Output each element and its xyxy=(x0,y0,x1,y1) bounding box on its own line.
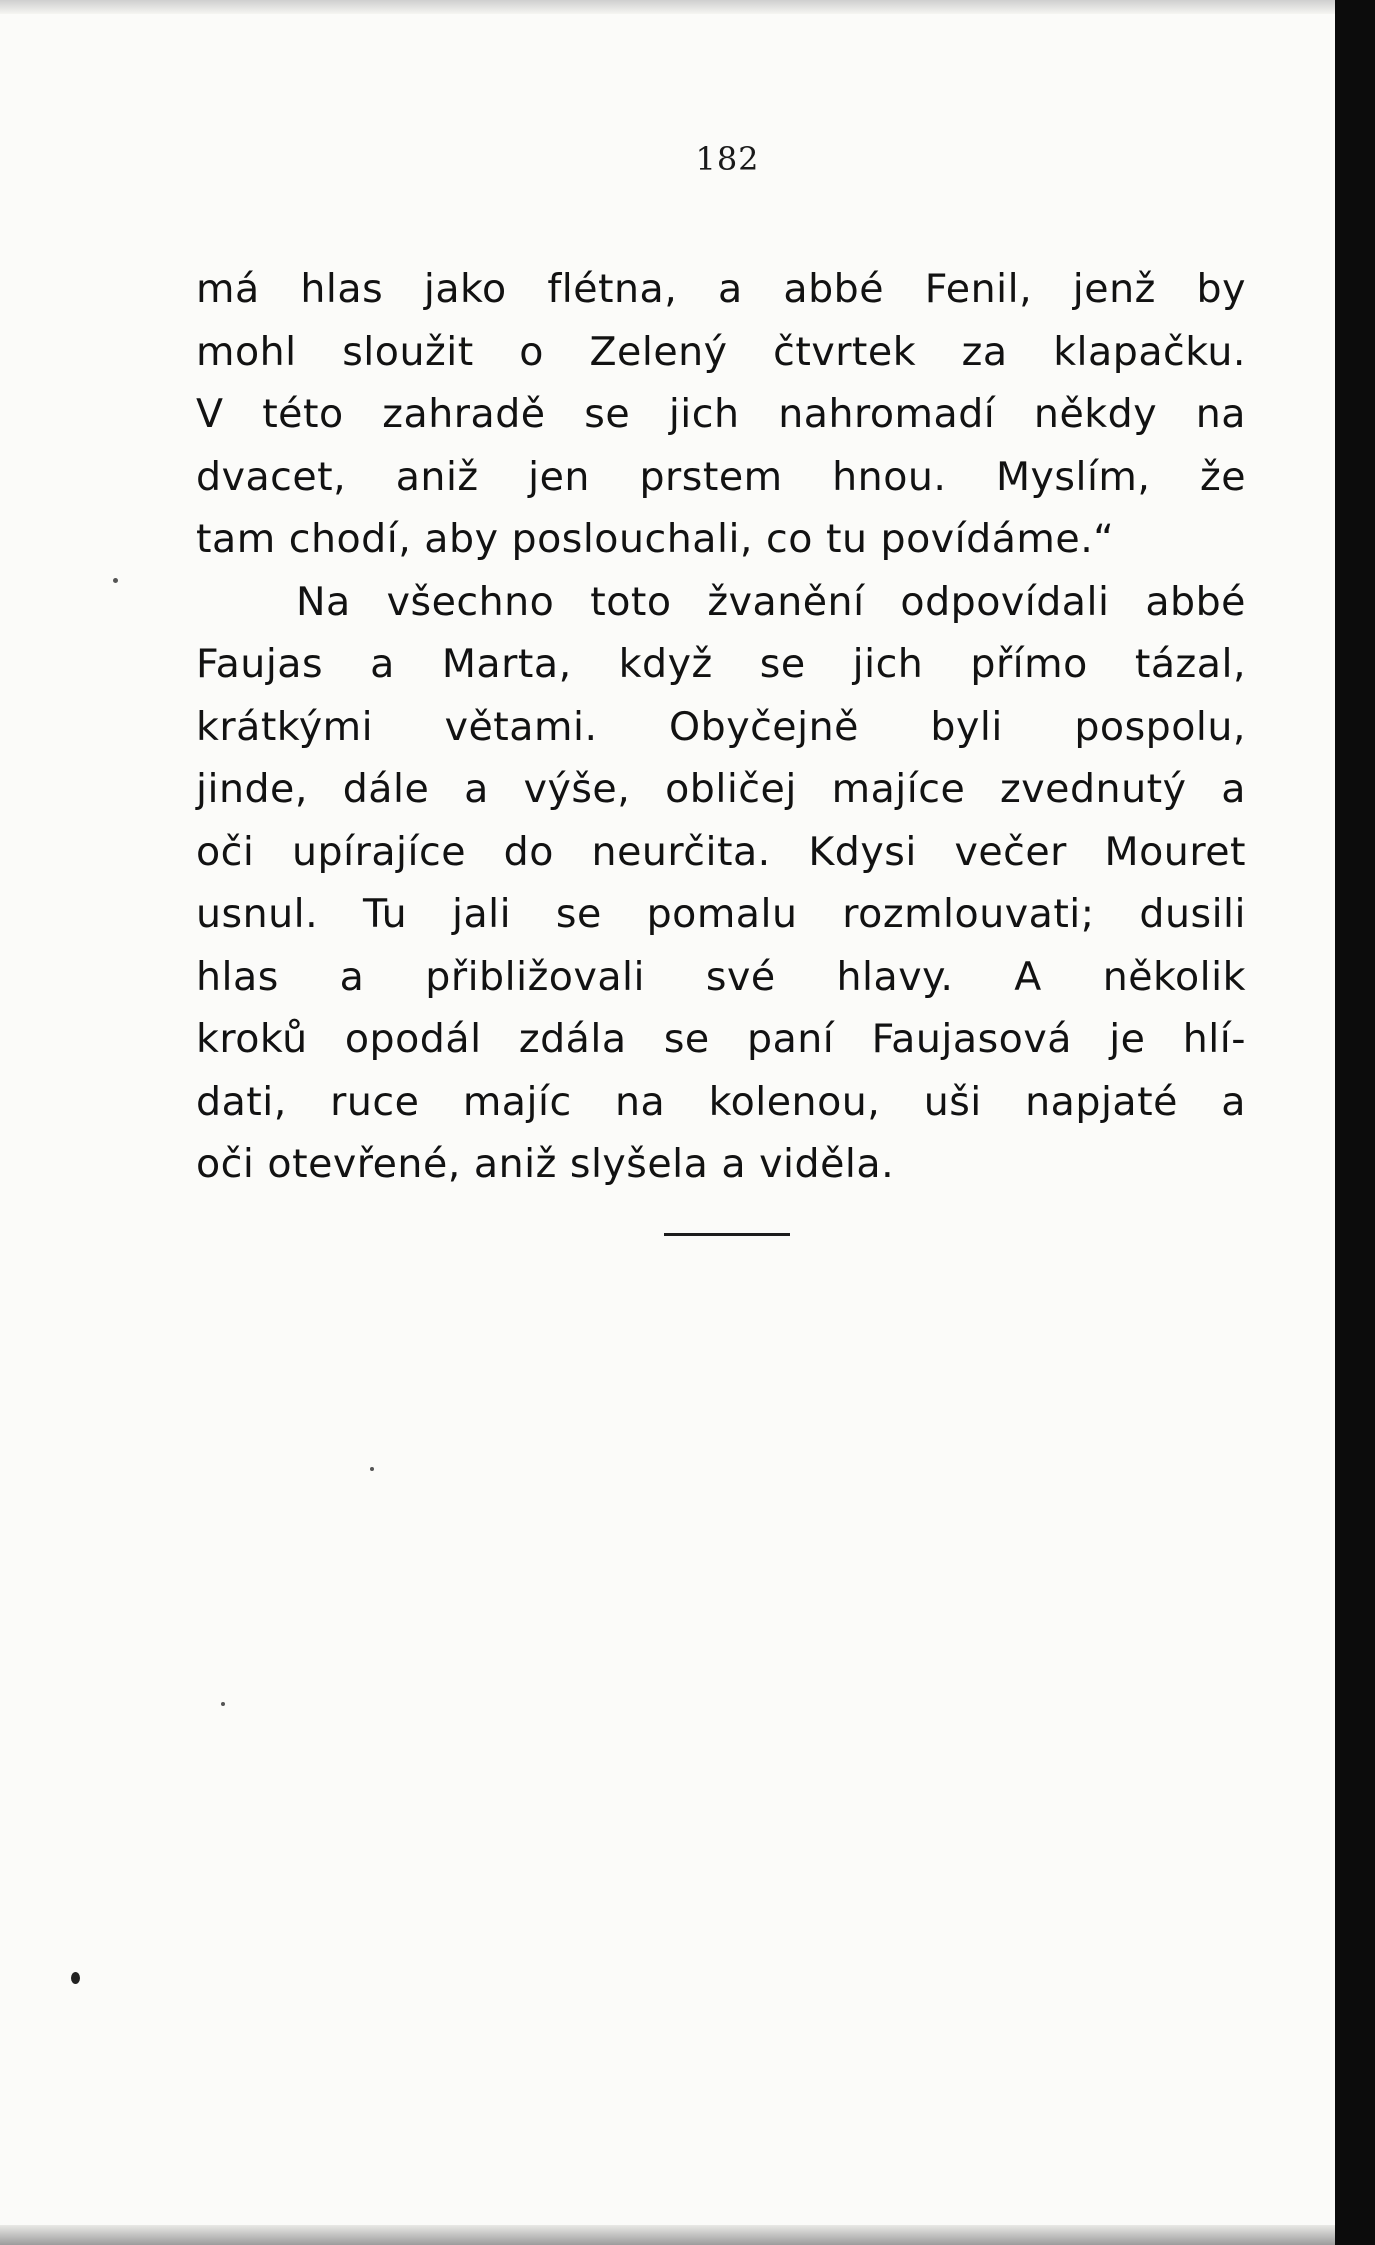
scan-border xyxy=(1335,0,1375,2245)
text-line: usnul. Tu jali se pomalu rozmlouvati; dusili xyxy=(196,891,1246,937)
text-line: oči otevřené, aniž slyšela a viděla. xyxy=(196,1141,895,1187)
page-number: 182 xyxy=(695,140,760,178)
text-line: krátkými větami. Obyčejně byli pospolu, xyxy=(196,703,1246,750)
text-line-paragraph-start: Na všechno toto žvanění odpovídali abbé xyxy=(296,578,1246,625)
scan-speck xyxy=(370,1467,374,1471)
scan-speck xyxy=(71,1972,80,1984)
text-line: mohl sloužit o Zelený čtvrtek za klapačku. xyxy=(196,328,1246,375)
text-line: V této zahradě se jich nahromadí někdy na xyxy=(196,391,1246,437)
text-line: má hlas jako flétna, a abbé Fenil, jenž by xyxy=(196,266,1246,312)
text-line: jinde, dále a výše, obličej majíce zvednutý a xyxy=(196,766,1246,812)
page-bottom-edge xyxy=(0,2225,1350,2245)
text-line: kroků opodál zdála se paní Faujasová je hlí- xyxy=(196,1016,1246,1062)
text-line: oči upírajíce do neurčita. Kdysi večer Mouret xyxy=(196,828,1246,875)
section-divider xyxy=(664,1233,790,1236)
scan-speck xyxy=(113,578,118,583)
scan-speck xyxy=(221,1702,225,1706)
text-line: Faujas a Marta, když se jich přímo tázal, xyxy=(196,641,1246,687)
body-text xyxy=(196,258,1246,1196)
page-top-edge xyxy=(0,0,1350,14)
text-line: tam chodí, aby poslouchali, co tu povídáme.“ xyxy=(196,516,1115,562)
text-line: dvacet, aniž jen prstem hnou. Myslím, že xyxy=(196,453,1246,500)
text-line: hlas a přibližovali své hlavy. A několik xyxy=(196,953,1246,1000)
text-line: dati, ruce majíc na kolenou, uši napjaté a xyxy=(196,1078,1246,1125)
